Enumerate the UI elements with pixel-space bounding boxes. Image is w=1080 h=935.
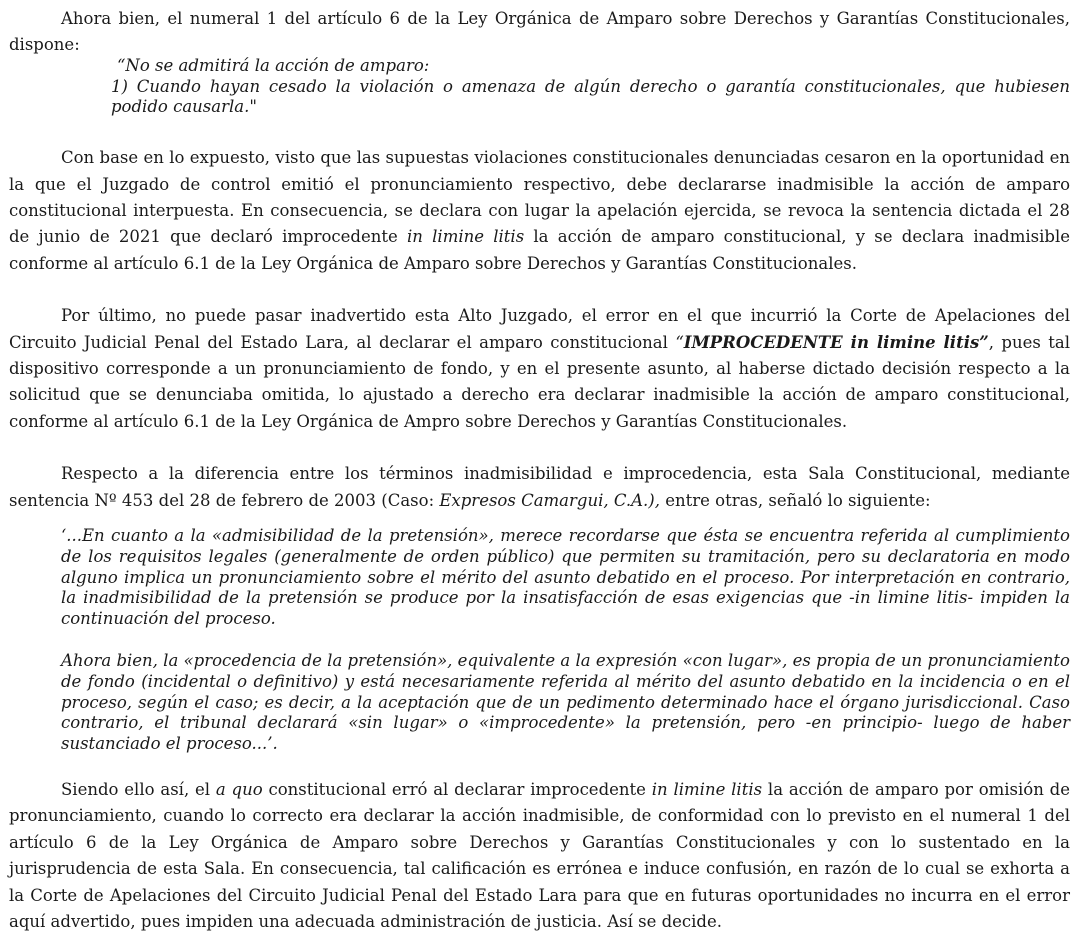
quote-admisibilidad-text: ‘...En cuanto a la «admisibilidad de la pretensión», merece recordarse que ésta se encuentra referida al cumplimiento de los requisitos legales (generalmente de orden público) que permiten su tramitación, pero su declaratoria en modo alguno implica un pronunciamiento sobre el mérito del asunto debatido en el proceso. Por interpretación en contrario, la inadmisibilidad de la pretensión se produce por la insatisfacción de esas exigencias que -in limine litis- impiden la continuación del proceso. xyxy=(61,526,1070,629)
paragraph-sentencia-453 xyxy=(9,461,1070,514)
spacer xyxy=(9,435,1070,461)
paragraph-intro-text: Ahora bien, el numeral 1 del artículo 6 de la Ley Orgánica de Amparo sobre Derechos y Garantías Constitucionales, dispone: xyxy=(9,9,1070,55)
paragraph-conclusion-part-b: constitucional erró al declarar improcedente xyxy=(262,780,652,800)
paragraph-sentencia-453-part-b: entre otras, señaló lo siguiente: xyxy=(659,490,931,510)
quote-procedencia xyxy=(9,651,1070,755)
paragraph-error-corte-part-b: , pues tal dispositivo corresponde a un pronunciamiento de fondo, y en el presente asunto, al haberse dictado decisión respecto a la solicitud que se denunciaba omitida, lo ajustado a derecho era declarar inadmisible la acción de amparo constitucional, conforme al artículo 6.1 de la Ley Orgánica de Ampro sobre Derechos y Garantías Constitucionales. xyxy=(9,332,1070,431)
paragraph-error-corte-emphasis: IMPROCEDENTE in limine litis” xyxy=(683,332,989,352)
paragraph-inadmisible xyxy=(9,145,1070,277)
quote-procedencia-text: Ahora bien, la «procedencia de la pretensión», equivalente a la expresión «con lugar», es propia de un pronunciamiento de fondo (incidental o definitivo) y está necesariamente referida al mérito del asunto debatido en la incidencia o en el proceso, según el caso; es decir, a la aceptación que de un pedimento determinado hace el órgano jurisdiccional. Caso contrario, el tribunal declarará «sin lugar» o «improcedente» la pretensión, pero -en principio- luego de haber sustanciado el proceso...’. xyxy=(61,651,1070,754)
spacer xyxy=(9,755,1070,777)
paragraph-sentencia-453-case-name: Expresos Camargui, C.A.), xyxy=(439,490,660,510)
paragraph-conclusion-part-a: Siendo ello así, el xyxy=(61,780,216,800)
spacer xyxy=(9,118,1070,145)
paragraph-conclusion-emphasis-2: in limine litis xyxy=(651,780,763,800)
spacer xyxy=(9,630,1070,651)
paragraph-error-corte-open-quote: “ xyxy=(675,332,684,352)
paragraph-error-corte-part-a: Por último, no puede pasar inadvertido esta Alto Juzgado, el error en el que incurrió la Corte de Apelaciones del Circuito Judicial Penal del Estado Lara, al declarar el amparo constitucional xyxy=(9,306,1070,352)
paragraph-inadmisible-part-b: la acción de amparo constitucional, y se declara inadmisible conforme al artículo 6.1 de la Ley Orgánica de Amparo sobre Derechos y Garantías Constitucionales. xyxy=(9,227,1070,273)
quote-article-6-line1: “No se admitirá la acción de amparo: xyxy=(117,55,430,75)
paragraph-inadmisible-emphasis: in limine litis xyxy=(407,227,525,247)
paragraph-error-corte xyxy=(9,303,1070,435)
spacer xyxy=(9,277,1070,303)
paragraph-intro xyxy=(9,6,1070,59)
paragraph-sentencia-453-part-a: Respecto a la diferencia entre los términos inadmisibilidad e improcedencia, esta Sala Constitucional, mediante sentencia Nº 453 del 28 de febrero de 2003 (Caso: xyxy=(9,464,1070,510)
paragraph-conclusion-emphasis-1: a quo xyxy=(215,780,263,800)
quote-admisibilidad xyxy=(9,526,1070,630)
quote-article-6 xyxy=(9,56,1070,118)
paragraph-inadmisible-part-a: Con base en lo expuesto, visto que las supuestas violaciones constitucionales denunciadas cesaron en la oportunidad en la que el Juzgado de control emitió el pronunciamiento respectivo, debe declararse inadmisible la acción de amparo constitucional interpuesta. En consecuencia, se declara con lugar la apelación ejercida, se revoca la sentencia dictada el 28 de junio de 2021 que declaró improcedente xyxy=(9,148,1070,247)
quote-article-6-line2: 1) Cuando hayan cesado la violación o amenaza de algún derecho o garantía constitucionales, que hubiesen podido causarla." xyxy=(111,76,1070,117)
paragraph-conclusion-part-c: la acción de amparo por omisión de pronunciamiento, cuando lo correcto era declarar la acción inadmisible, de conformidad con lo previsto en el numeral 1 del artículo 6 de la Ley Orgánica de Amparo sobre Derechos y Garantías Constitucionales y con lo sustentado en la jurisprudencia de esta Sala. En consecuencia, tal calificación es errónea e induce confusión, en razón de lo cual se exhorta a la Corte de Apelaciones del Circuito Judicial Penal del Estado Lara para que en futuras oportunidades no incurra en el error aquí advertido, pues impiden una adecuada administración de justicia. Así se decide. xyxy=(9,780,1070,932)
spacer xyxy=(9,514,1070,526)
paragraph-conclusion xyxy=(9,777,1070,935)
